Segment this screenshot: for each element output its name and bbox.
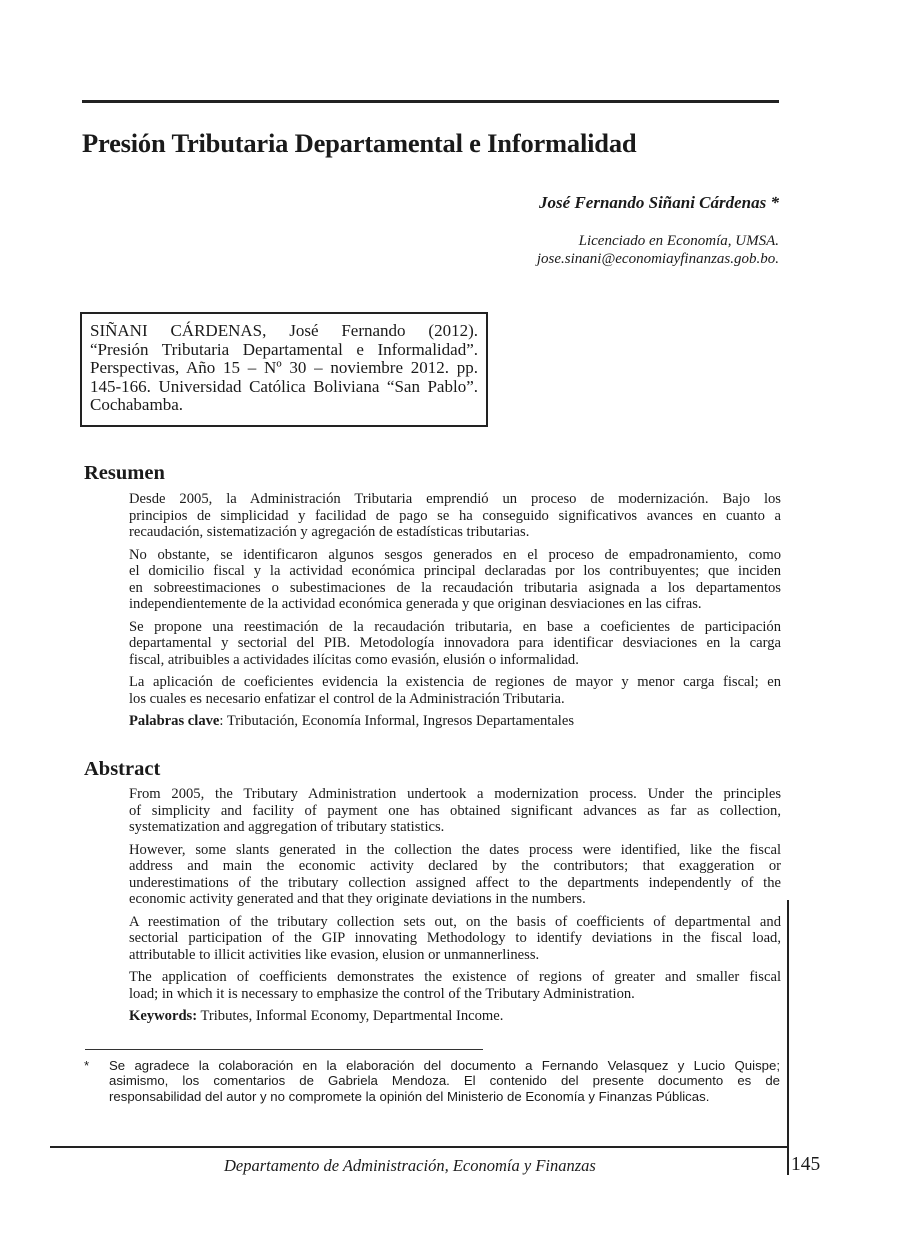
text-line: departamental y sectorial del PIB. Metodología innovadora para identificar desviaciones en la carga [129, 635, 781, 651]
text-line: From 2005, the Tributary Administration undertook a modernization process. Under the principles [129, 786, 781, 802]
footnote-line: responsabilidad del autor y no compromete la opinión del Ministerio de Economía y Finanzas Públicas. [109, 1088, 710, 1104]
text-line: load; in which it is necessary to emphasize the control of the Tributary Administration. [129, 985, 635, 1002]
text-line: sectorial participation of the GIP innovating Methodology to identify deviations in the fiscal load, [129, 930, 781, 946]
margin-vertical-rule [787, 900, 789, 1175]
citation-box [80, 312, 488, 427]
text-line: attributable to illicit activities like evasion, elusion or unmannerliness. [129, 946, 540, 963]
resumen-keywords [129, 713, 781, 730]
text-line: Se propone una reestimación de la recaudación tributaria, en base a coeficientes de participación [129, 618, 781, 635]
citation-line: Cochabamba. [90, 395, 183, 415]
footnote-line: asimismo, los comentarios de Gabriela Mendoza. El contenido del presente documento es de [109, 1073, 780, 1089]
text-line: los cuales es necesario enfatizar el control de la Administración Tributaria. [129, 690, 565, 707]
author-affiliation [537, 232, 779, 268]
page-number: 145 [791, 1154, 821, 1175]
text-line: independientemente de la actividad económica generada y que originan desviaciones en las cifras. [129, 596, 702, 612]
resumen-heading: Resumen [84, 462, 165, 484]
resumen-paragraph [129, 547, 781, 613]
text-line: The application of coefficients demonstrates the existence of regions of greater and smaller fiscal [129, 969, 781, 985]
text-line: underestimations of the tributary collection assigned affect to the departments independently of the [129, 874, 781, 891]
citation-line: 145-166. Universidad Católica Boliviana “San Pablo”. [90, 376, 478, 396]
affiliation-email: jose.sinani@economiayfinanzas.gob.bo. [536, 251, 779, 267]
resumen-body [129, 491, 781, 736]
keywords-text: Tributes, Informal Economy, Departmental Income. [197, 1008, 504, 1024]
text-line: address and main the economic activity declared by the contributors; that exaggeration or [129, 858, 781, 874]
resumen-paragraph [129, 491, 781, 541]
footnote [84, 1058, 780, 1104]
abstract-keywords [129, 1008, 781, 1025]
text-line: principios de simplicidad y facilidad de pago se ha conseguido significativos avances en cuanto a [129, 507, 781, 524]
resumen-paragraph [129, 674, 781, 707]
text-line: en sobreestimaciones o subestimaciones de la recaudación tributaria asignada a los departamentos [129, 579, 781, 596]
text-line: La aplicación de coeficientes evidencia la existencia de regiones de mayor y menor carga fiscal; en [129, 674, 781, 690]
article-title: Presión Tributaria Departamental e Informalidad [82, 128, 637, 158]
text-line: A reestimation of the tributary collection sets out, on the basis of coefficients of departmental and [129, 913, 781, 930]
abstract-paragraph [129, 914, 781, 964]
footnote-line: Se agradece la colaboración en la elaboración del documento a Fernando Velasquez y Lucio Quispe; [109, 1058, 780, 1073]
abstract-paragraph [129, 969, 781, 1002]
keywords-text: : Tributación, Economía Informal, Ingresos Departamentales [219, 713, 575, 729]
text-line: fiscal, atribuibles a actividades ilícitas como evasión, elusión o informalidad. [129, 651, 579, 668]
footnote-mark: * [84, 1058, 90, 1073]
resumen-paragraph [129, 619, 781, 669]
text-line: systematization and aggregation of tributary statistics. [129, 819, 445, 835]
text-line: However, some slants generated in the collection the dates process were identified, like the fiscal [129, 841, 781, 858]
bottom-rule [50, 1146, 788, 1148]
citation-line: Perspectivas, Año 15 – Nº 30 – noviembre 2012. pp. [90, 358, 478, 378]
text-line: economic activity generated and that they originate deviations in the numbers. [129, 891, 586, 907]
abstract-paragraph [129, 842, 781, 908]
text-line: el domicilio fiscal y la actividad económica principal declaradas por los contribuyentes; que inciden [129, 563, 781, 579]
affiliation-line: Licenciado en Economía, UMSA. [578, 233, 779, 249]
text-line: recaudación, sistematización y agregación de estadísticas tributarias. [129, 524, 530, 540]
top-rule [82, 100, 779, 103]
keywords-label: Keywords: [129, 1008, 198, 1024]
citation-line: SIÑANI CÁRDENAS, José Fernando (2012). [90, 321, 478, 340]
text-line: Desde 2005, la Administración Tributaria emprendió un proceso de modernización. Bajo los [129, 491, 781, 507]
citation-line: “Presión Tributaria Departamental e Informalidad”. [90, 339, 478, 359]
author-name: José Fernando Siñani Cárdenas * [539, 193, 779, 212]
footnote-text [109, 1058, 780, 1104]
text-line: No obstante, se identificaron algunos sesgos generados en el proceso de empadronamiento, como [129, 546, 781, 563]
abstract-paragraph [129, 786, 781, 836]
abstract-body [129, 786, 781, 1031]
abstract-heading: Abstract [84, 758, 161, 780]
text-line: of simplicity and facility of payment one has obtained significant advances as far as collection, [129, 802, 781, 819]
footnote-rule [85, 1049, 483, 1050]
keywords-label: Palabras clave [129, 713, 220, 729]
footer-department: Departamento de Administración, Economía y Finanzas [224, 1156, 596, 1175]
